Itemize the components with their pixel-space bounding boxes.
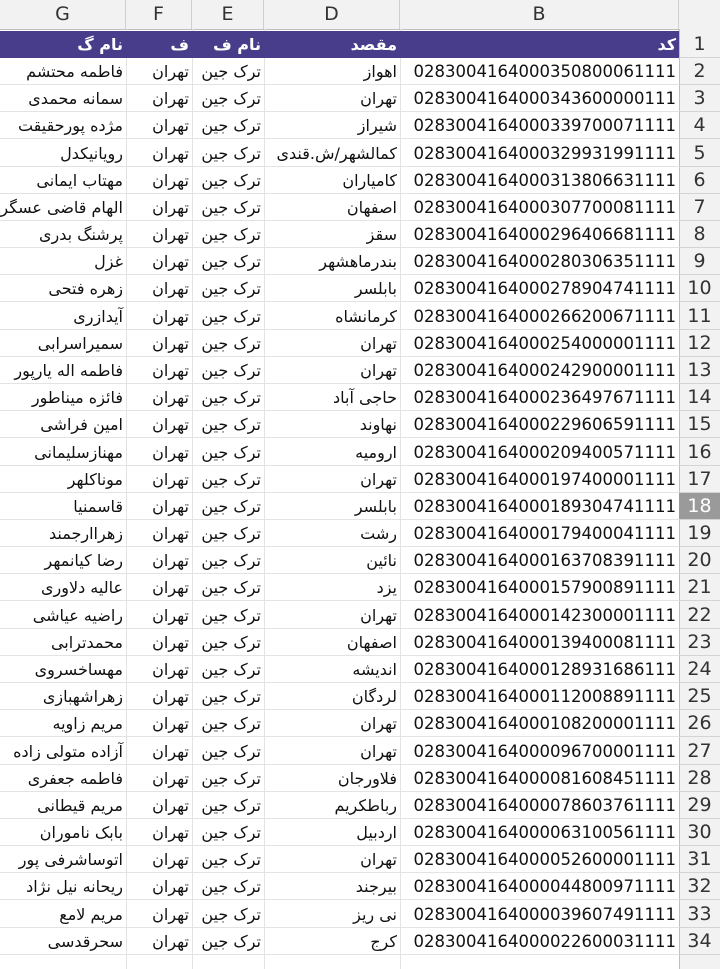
name-cell[interactable]: فاطمه جعفری	[27, 769, 123, 788]
code-cell[interactable]	[400, 629, 679, 656]
table-row	[0, 520, 679, 547]
code-cell[interactable]	[400, 439, 679, 466]
row-number[interactable]: 13	[679, 357, 720, 384]
city-cell[interactable]: تهران	[152, 144, 189, 163]
header-cell-d[interactable]: مقصد	[350, 35, 397, 54]
destination-cell[interactable]: رشت	[360, 524, 397, 543]
table-row	[0, 411, 679, 438]
company-cell[interactable]: ترک جین	[201, 89, 261, 108]
code-cell[interactable]	[400, 303, 679, 330]
destination-cell[interactable]: کرمانشاه	[335, 307, 397, 326]
destination-cell[interactable]: اهواز	[363, 62, 397, 81]
code-value: 0283004164000209400571111	[413, 443, 676, 462]
table-row	[0, 792, 679, 819]
company-cell[interactable]: ترک جین	[201, 877, 261, 896]
city-cell[interactable]: تهران	[152, 361, 189, 380]
row-number[interactable]: 26	[679, 710, 720, 737]
name-cell[interactable]: آزاده متولی زاده	[13, 742, 123, 761]
destination-cell[interactable]: سقز	[366, 225, 397, 244]
name-cell[interactable]: رویانیکدل	[60, 144, 123, 163]
code-cell[interactable]	[400, 248, 679, 275]
city-cell[interactable]: تهران	[152, 796, 189, 815]
row-number[interactable]: 21	[679, 574, 720, 601]
company-cell[interactable]: ترک جین	[201, 742, 261, 761]
destination-cell[interactable]: یزد	[376, 578, 397, 597]
table-row	[0, 85, 679, 112]
city-cell[interactable]: تهران	[152, 279, 189, 298]
row-number[interactable]: 22	[679, 602, 720, 629]
city-cell[interactable]: تهران	[152, 769, 189, 788]
name-cell[interactable]: الهام قاضی عسگر	[0, 198, 123, 217]
name-cell[interactable]: زهراشهبازی	[42, 687, 123, 706]
code-value: 0283004164000128931686111	[413, 660, 676, 679]
header-cell-e[interactable]: نام ف	[213, 35, 261, 54]
city-cell[interactable]: تهران	[152, 850, 189, 869]
city-cell[interactable]: تهران	[152, 524, 189, 543]
city-cell[interactable]: تهران	[152, 687, 189, 706]
code-cell[interactable]	[400, 765, 679, 792]
company-cell[interactable]: ترک جین	[201, 769, 261, 788]
company-cell[interactable]: ترک جین	[201, 932, 261, 951]
city-cell[interactable]: تهران	[152, 578, 189, 597]
destination-cell[interactable]: بیرجند	[355, 877, 397, 896]
row-number[interactable]: 20	[679, 547, 720, 574]
column-header-d[interactable]: D	[264, 0, 400, 29]
row-number[interactable]: 25	[679, 683, 720, 710]
city-cell[interactable]: تهران	[152, 823, 189, 842]
code-value: 0283004164000339700071111	[413, 116, 676, 135]
code-cell[interactable]	[400, 901, 679, 928]
row-number[interactable]: 29	[679, 792, 720, 819]
table-row	[0, 466, 679, 493]
table-row	[0, 58, 679, 85]
row-number[interactable]: 6	[679, 167, 720, 194]
table-row	[0, 303, 679, 330]
company-cell[interactable]: ترک جین	[201, 144, 261, 163]
name-cell[interactable]: مژده پورحقیقت	[17, 116, 123, 135]
row-number[interactable]: 15	[679, 411, 720, 438]
row-number[interactable]: 19	[679, 520, 720, 547]
city-cell[interactable]: تهران	[152, 932, 189, 951]
code-value: 0283004164000350800061111	[413, 62, 676, 81]
row-number[interactable]: 30	[679, 819, 720, 846]
code-cell[interactable]	[400, 574, 679, 601]
table-row	[0, 547, 679, 574]
row-number[interactable]: 14	[679, 384, 720, 411]
city-cell[interactable]: تهران	[152, 714, 189, 733]
code-cell[interactable]	[400, 140, 679, 167]
column-header-g[interactable]: G	[0, 0, 126, 29]
name-cell[interactable]: رضا کیانمهر	[44, 551, 123, 570]
code-value: 0283004164000254000001111	[413, 334, 676, 353]
company-cell[interactable]: ترک جین	[201, 796, 261, 815]
city-cell[interactable]: تهران	[152, 334, 189, 353]
code-value: 0283004164000081608451111	[413, 769, 676, 788]
name-cell[interactable]: مهتاب ایمانی	[36, 171, 123, 190]
destination-cell[interactable]: تهران	[360, 742, 397, 761]
code-value: 0283004164000039607491111	[413, 905, 676, 924]
table-row	[0, 738, 679, 765]
company-cell[interactable]: ترک جین	[201, 171, 261, 190]
name-cell[interactable]: عالیه دلاوری	[40, 578, 123, 597]
table-row	[0, 167, 679, 194]
row-number[interactable]: 7	[679, 194, 720, 221]
company-cell[interactable]: ترک جین	[201, 443, 261, 462]
company-cell[interactable]: ترک جین	[201, 415, 261, 434]
name-cell[interactable]: مریم لامع	[59, 905, 123, 924]
city-cell[interactable]: تهران	[152, 171, 189, 190]
city-cell[interactable]: تهران	[152, 551, 189, 570]
table-row	[0, 683, 679, 710]
table-row	[0, 846, 679, 873]
table-row	[0, 140, 679, 167]
name-cell[interactable]: زهره فتحی	[48, 279, 123, 298]
company-cell[interactable]: ترک جین	[201, 714, 261, 733]
city-cell[interactable]: تهران	[152, 62, 189, 81]
row-number[interactable]: 10	[679, 275, 720, 302]
table-row	[0, 112, 679, 139]
company-cell[interactable]: ترک جین	[201, 225, 261, 244]
city-cell[interactable]: تهران	[152, 633, 189, 652]
company-cell[interactable]: ترک جین	[201, 687, 261, 706]
column-header-e[interactable]: E	[192, 0, 264, 29]
row-number[interactable]: 8	[679, 221, 720, 248]
company-cell[interactable]: ترک جین	[201, 551, 261, 570]
company-cell[interactable]: ترک جین	[201, 279, 261, 298]
name-cell[interactable]: سمانه محمدی	[28, 89, 123, 108]
name-cell[interactable]: امین فراشی	[40, 415, 123, 434]
code-cell[interactable]	[400, 194, 679, 221]
code-cell[interactable]	[400, 846, 679, 873]
city-cell[interactable]: تهران	[152, 307, 189, 326]
column-header-bar	[0, 0, 720, 30]
code-cell[interactable]	[400, 384, 679, 411]
code-cell[interactable]	[400, 547, 679, 574]
city-cell[interactable]: تهران	[152, 225, 189, 244]
company-cell[interactable]: ترک جین	[201, 578, 261, 597]
table-row	[0, 765, 679, 792]
code-value: 0283004164000307700081111	[413, 198, 676, 217]
code-value: 0283004164000078603761111	[413, 796, 676, 815]
city-cell[interactable]: تهران	[152, 742, 189, 761]
name-cell[interactable]: محمدترابی	[50, 633, 123, 652]
company-cell[interactable]: ترک جین	[201, 361, 261, 380]
company-cell[interactable]: ترک جین	[201, 633, 261, 652]
row-number[interactable]: 5	[679, 140, 720, 167]
company-cell[interactable]: ترک جین	[201, 905, 261, 924]
row-number[interactable]: 17	[679, 466, 720, 493]
table-row	[0, 384, 679, 411]
code-value: 0283004164000280306351111	[413, 252, 676, 271]
code-value: 0283004164000189304741111	[413, 497, 676, 516]
code-cell[interactable]	[400, 221, 679, 248]
city-cell[interactable]: تهران	[152, 89, 189, 108]
code-value: 0283004164000179400041111	[413, 524, 676, 543]
destination-cell[interactable]: کرج	[370, 932, 397, 951]
code-cell[interactable]	[400, 493, 679, 520]
code-cell[interactable]	[400, 330, 679, 357]
code-value: 0283004164000063100561111	[413, 823, 676, 842]
code-value: 0283004164000044800971111	[413, 877, 676, 896]
table-row	[0, 439, 679, 466]
city-cell[interactable]: تهران	[152, 198, 189, 217]
row-number[interactable]: 11	[679, 303, 720, 330]
name-cell[interactable]: سحرقدسی	[47, 932, 123, 951]
code-cell[interactable]	[400, 112, 679, 139]
destination-cell[interactable]: فلاورجان	[337, 769, 397, 788]
destination-cell[interactable]: ارومیه	[355, 443, 397, 462]
row-number[interactable]: 18	[679, 493, 720, 520]
destination-cell[interactable]: بابلسر	[354, 279, 397, 298]
company-cell[interactable]: ترک جین	[201, 307, 261, 326]
code-value: 0283004164000197400001111	[413, 470, 676, 489]
company-cell[interactable]: ترک جین	[201, 62, 261, 81]
destination-cell[interactable]: تهران	[360, 606, 397, 625]
row-number[interactable]: 33	[679, 901, 720, 928]
company-cell[interactable]: ترک جین	[201, 198, 261, 217]
name-cell[interactable]: فاطمه اله یارپور	[14, 361, 123, 380]
company-cell[interactable]: ترک جین	[201, 252, 261, 271]
row-number[interactable]: 27	[679, 738, 720, 765]
code-cell[interactable]	[400, 683, 679, 710]
code-value: 0283004164000142300001111	[413, 606, 676, 625]
destination-cell[interactable]: تهران	[360, 470, 397, 489]
table-row	[0, 493, 679, 520]
name-cell[interactable]: ریحانه نیل نژاد	[26, 877, 123, 896]
city-cell[interactable]: تهران	[152, 443, 189, 462]
row-number[interactable]: 31	[679, 846, 720, 873]
destination-cell[interactable]: رباطکریم	[334, 796, 397, 815]
table-row	[0, 194, 679, 221]
company-cell[interactable]: ترک جین	[201, 660, 261, 679]
header-cell-b[interactable]: کد	[657, 35, 676, 54]
code-value: 0283004164000229606591111	[413, 415, 676, 434]
row-number[interactable]: 34	[679, 928, 720, 955]
table-row	[0, 275, 679, 302]
name-cell[interactable]: بابک ناموران	[39, 823, 123, 842]
name-cell[interactable]: پرشنگ بدری	[38, 225, 123, 244]
name-cell[interactable]: راضیه عیاشی	[32, 606, 123, 625]
table-row	[0, 602, 679, 629]
destination-cell[interactable]: کامیاران	[342, 171, 397, 190]
destination-cell[interactable]: کمالشهر/ش.قندی	[276, 144, 397, 163]
table-row	[0, 901, 679, 928]
table-row	[0, 248, 679, 275]
destination-cell[interactable]: تهران	[360, 361, 397, 380]
city-cell[interactable]: تهران	[152, 497, 189, 516]
row-number[interactable]: 4	[679, 112, 720, 139]
name-cell[interactable]: فاطمه محتشم	[26, 62, 123, 81]
code-value: 0283004164000157900891111	[413, 578, 676, 597]
code-value: 0283004164000052600001111	[413, 850, 676, 869]
city-cell[interactable]: تهران	[152, 116, 189, 135]
destination-cell[interactable]: اصفهان	[346, 633, 397, 652]
code-value: 0283004164000096700001111	[413, 742, 676, 761]
name-cell[interactable]: فائزه میناطور	[31, 388, 123, 407]
name-cell[interactable]: اتوساشرفی پور	[18, 850, 123, 869]
column-header-f[interactable]: F	[126, 0, 192, 29]
destination-cell[interactable]: نی ریز	[353, 905, 397, 924]
city-cell[interactable]: تهران	[152, 606, 189, 625]
name-cell[interactable]: قاسمنیا	[73, 497, 123, 516]
table-row	[0, 656, 679, 683]
code-cell[interactable]	[400, 58, 679, 85]
name-cell[interactable]: موناکلهر	[67, 470, 123, 489]
column-header-b[interactable]: B	[400, 0, 679, 29]
company-cell[interactable]: ترک جین	[201, 606, 261, 625]
row-number[interactable]: 1	[679, 31, 720, 58]
company-cell[interactable]: ترک جین	[201, 524, 261, 543]
row-number[interactable]: 28	[679, 765, 720, 792]
row-number[interactable]: 24	[679, 656, 720, 683]
destination-cell[interactable]: بابلسر	[354, 497, 397, 516]
code-cell[interactable]	[400, 792, 679, 819]
table-row	[0, 357, 679, 384]
destination-cell[interactable]: تهران	[360, 89, 397, 108]
code-value: 0283004164000163708391111	[413, 551, 676, 570]
company-cell[interactable]: ترک جین	[201, 334, 261, 353]
destination-cell[interactable]: تهران	[360, 714, 397, 733]
table-row	[0, 221, 679, 248]
code-value: 0283004164000266200671111	[413, 307, 676, 326]
destination-cell[interactable]: بندرماهشهر	[319, 252, 397, 271]
row-number[interactable]: 3	[679, 85, 720, 112]
row-number[interactable]: 32	[679, 873, 720, 900]
name-cell[interactable]: مهساخسروی	[34, 660, 123, 679]
code-cell[interactable]	[400, 738, 679, 765]
row-number[interactable]: 12	[679, 330, 720, 357]
code-value: 0283004164000343600000111	[413, 89, 676, 108]
table-row	[0, 819, 679, 846]
city-cell[interactable]: تهران	[152, 905, 189, 924]
destination-cell[interactable]: نهاوند	[359, 415, 397, 434]
city-cell[interactable]: تهران	[152, 877, 189, 896]
destination-cell[interactable]: لردگان	[351, 687, 397, 706]
code-value: 0283004164000313806631111	[413, 171, 676, 190]
code-cell[interactable]	[400, 520, 679, 547]
city-cell[interactable]: تهران	[152, 388, 189, 407]
name-cell[interactable]: زهراارجمند	[49, 524, 123, 543]
code-cell[interactable]	[400, 411, 679, 438]
name-cell[interactable]: سمیراسرابی	[37, 334, 123, 353]
code-value: 0283004164000242900001111	[413, 361, 676, 380]
code-cell[interactable]	[400, 275, 679, 302]
company-cell[interactable]: ترک جین	[201, 823, 261, 842]
code-value: 0283004164000108200001111	[413, 714, 676, 733]
company-cell[interactable]: ترک جین	[201, 470, 261, 489]
city-cell[interactable]: تهران	[152, 660, 189, 679]
company-cell[interactable]: ترک جین	[201, 497, 261, 516]
name-cell[interactable]: آیدازری	[73, 307, 123, 326]
code-value: 0283004164000278904741111	[413, 279, 676, 298]
code-cell[interactable]	[400, 85, 679, 112]
destination-cell[interactable]: اصفهان	[346, 198, 397, 217]
code-value: 0283004164000296406681111	[413, 225, 676, 244]
code-cell[interactable]	[400, 357, 679, 384]
table-header-row	[0, 31, 679, 58]
row-number[interactable]: 16	[679, 439, 720, 466]
table-row	[0, 928, 679, 955]
code-cell[interactable]	[400, 873, 679, 900]
row-number[interactable]: 2	[679, 58, 720, 85]
code-cell[interactable]	[400, 602, 679, 629]
table-row	[0, 574, 679, 601]
company-cell[interactable]: ترک جین	[201, 116, 261, 135]
destination-cell[interactable]: اردبیل	[356, 823, 397, 842]
destination-cell[interactable]: نائین	[366, 551, 397, 570]
name-cell[interactable]: غزل	[94, 252, 123, 271]
code-value: 0283004164000022600031111	[413, 932, 676, 951]
table-row	[0, 710, 679, 737]
city-cell[interactable]: تهران	[152, 470, 189, 489]
table-row	[0, 873, 679, 900]
code-cell[interactable]	[400, 819, 679, 846]
name-cell[interactable]: مهنازسلیمانی	[34, 443, 123, 462]
destination-cell[interactable]: شیراز	[357, 116, 397, 135]
code-cell[interactable]	[400, 656, 679, 683]
destination-cell[interactable]: اندیشه	[352, 660, 397, 679]
name-cell[interactable]: مریم قیطانی	[37, 796, 123, 815]
header-cell-f[interactable]: ف	[170, 35, 189, 54]
row-number[interactable]: 23	[679, 629, 720, 656]
code-value: 0283004164000329931991111	[413, 144, 676, 163]
company-cell[interactable]: ترک جین	[201, 388, 261, 407]
code-cell[interactable]	[400, 466, 679, 493]
company-cell[interactable]: ترک جین	[201, 850, 261, 869]
table-row	[0, 330, 679, 357]
code-value: 0283004164000139400081111	[413, 633, 676, 652]
city-cell[interactable]: تهران	[152, 252, 189, 271]
code-value: 0283004164000236497671111	[413, 388, 676, 407]
code-cell[interactable]	[400, 710, 679, 737]
destination-cell[interactable]: تهران	[360, 850, 397, 869]
destination-cell[interactable]: حاجی آباد	[333, 388, 397, 407]
name-cell[interactable]: مریم زاویه	[52, 714, 123, 733]
city-cell[interactable]: تهران	[152, 415, 189, 434]
code-cell[interactable]	[400, 167, 679, 194]
row-number[interactable]: 9	[679, 248, 720, 275]
header-cell-g[interactable]: نام گ	[77, 35, 123, 54]
code-value: 0283004164000112008891111	[413, 687, 676, 706]
table-row	[0, 629, 679, 656]
code-cell[interactable]	[400, 928, 679, 955]
destination-cell[interactable]: تهران	[360, 334, 397, 353]
